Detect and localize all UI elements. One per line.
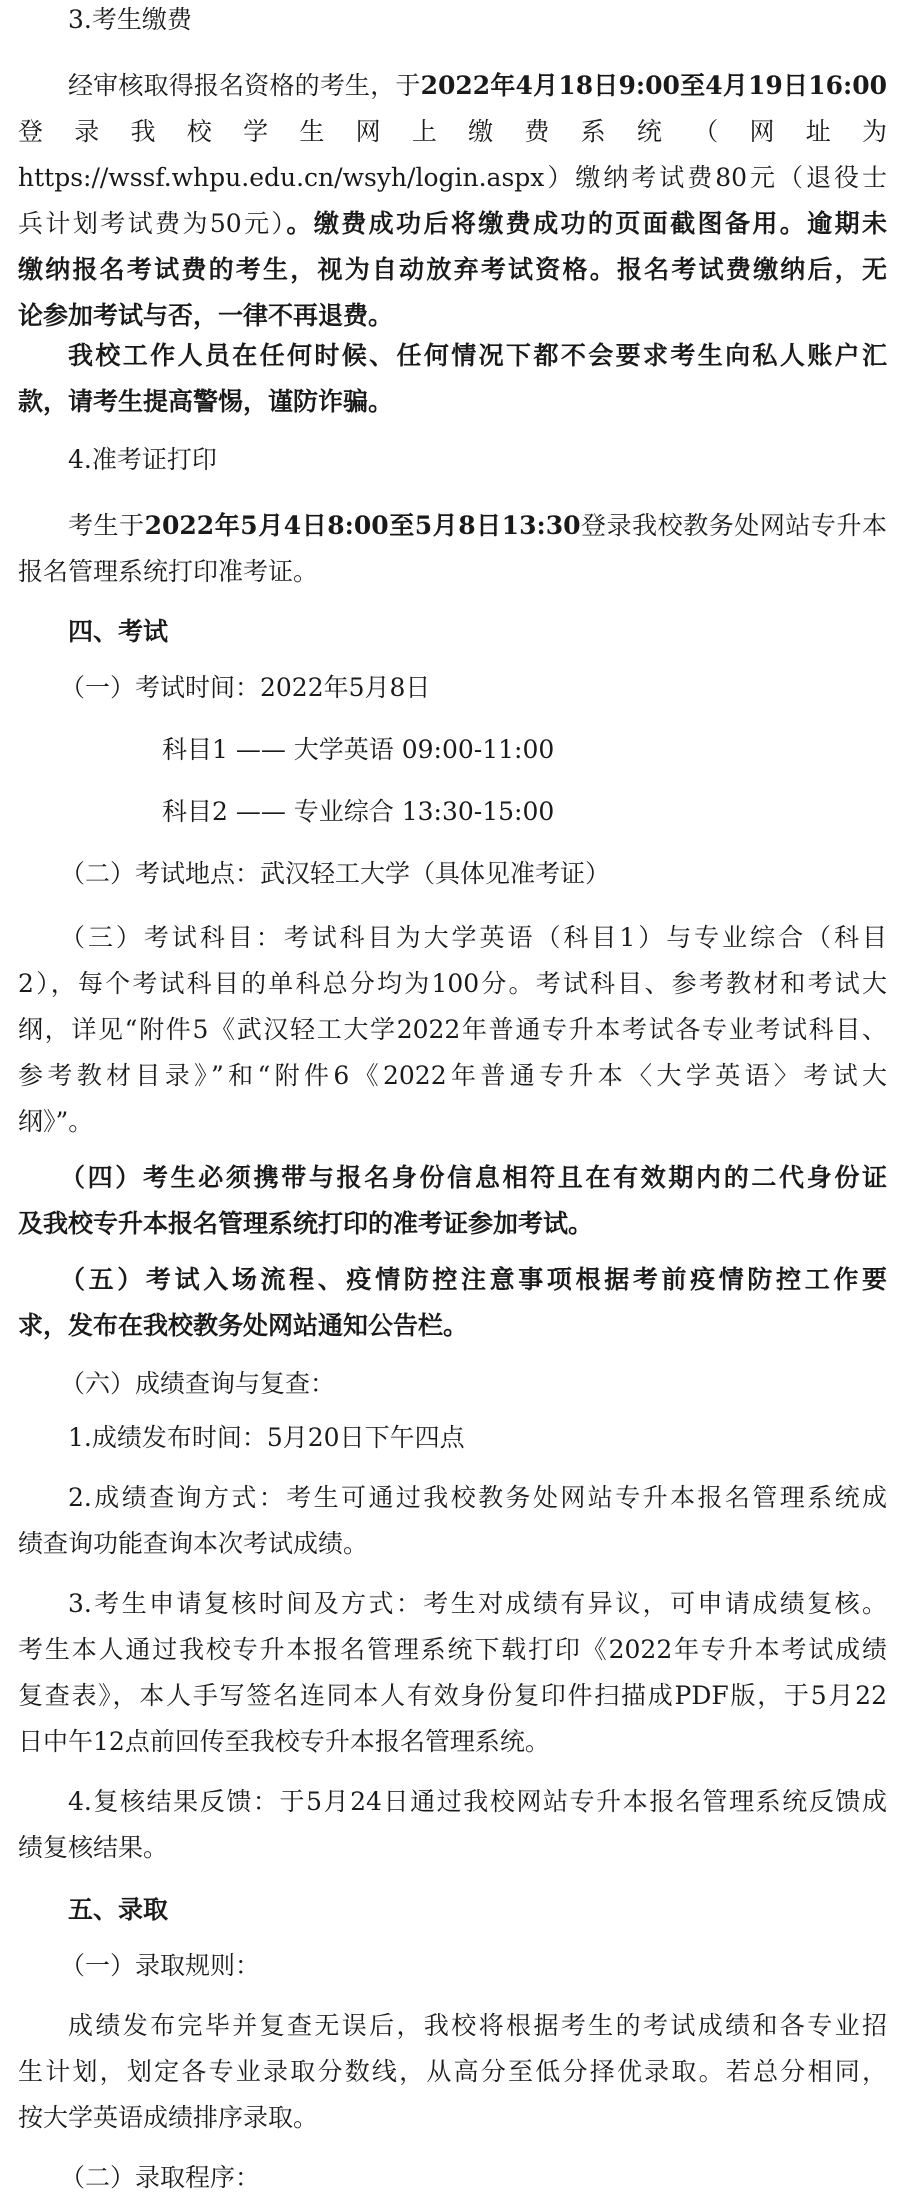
subsection-heading-procedure: （二）录取程序： [60,2163,261,2192]
section-heading-admission-ticket: 4.准考证打印 [68,445,217,474]
bold-text-run: 。缴费成功后将缴费成功的页面截图备用。逾期未 [286,209,887,238]
bold-text-run: 2022年4月18日9:00至4月19日16:00 [420,71,887,100]
paragraph-line: 3.考生申请复核时间及方式：考生对成绩有异议，可申请成绩复核。 [68,1589,887,1618]
exam-location: （二）考试地点：武汉轻工大学（具体见准考证） [60,859,611,888]
paragraph-line: 绩查询功能查询本次考试成绩。 [18,1529,369,1558]
paragraph-line: 2.成绩查询方式：考生可通过我校教务处网站专升本报名管理系统成 [68,1483,887,1512]
paragraph-line [68,508,887,544]
paragraph-line: 报名管理系统打印准考证。 [18,557,319,586]
paragraph-line: 4.复核结果反馈：于5月24日通过我校网站专升本报名管理系统反馈成 [68,1787,887,1816]
paragraph-line: 求，发布在我校教务处网站通知公告栏。 [18,1311,469,1340]
paragraph-line: 登 录 我 校 学 生 网 上 缴 费 系 统 （ 网 址 为 [18,117,887,146]
paragraph-line: 纲》”。 [18,1107,94,1136]
paragraph-line: 复查表》，本人手写签名连同本人有效身份复印件扫描成PDF版，于5月22 [18,1681,887,1710]
paragraph-line: （三）考试科目：考试科目为大学英语（科目1）与专业综合（科目 [60,923,887,952]
paragraph-line: 考生本人通过我校专升本报名管理系统下载打印《2022年专升本考试成绩 [18,1635,887,1664]
paragraph-line: （五）考试入场流程、疫情防控注意事项根据考前疫情防控工作要 [60,1265,887,1294]
section-heading-exam: 四、考试 [68,617,169,646]
paragraph-line: 绩复核结果。 [18,1833,169,1862]
paragraph-line: 缴纳报名考试费的考生，视为自动放弃考试资格。报名考试费缴纳后，无 [18,255,887,284]
paragraph-line: 生计划，划定各专业录取分数线，从高分至低分择优录取。若总分相同， [18,2057,887,2086]
text-run: 兵计划考试费为50元） [18,209,287,238]
subject-1: 科目1 —— 大学英语 09:00-11:00 [162,735,555,764]
bold-text-run: 2022年5月4日8:00至5月8日13:30 [144,511,581,540]
paragraph-line: 及我校专升本报名管理系统打印的准考证参加考试。 [18,1209,594,1238]
paragraph-line: 按大学英语成绩排序录取。 [18,2103,319,2132]
paragraph-line: 纲，详见“附件5《武汉轻工大学2022年普通专升本考试各专业考试科目、 [18,1015,887,1044]
paragraph-line: 成绩发布完毕并复查无误后，我校将根据考生的考试成绩和各专业招 [68,2011,887,2040]
text-run: 登录我校教务处网站专升本 [580,511,887,540]
subject-2: 科目2 —— 专业综合 13:30-15:00 [162,797,555,826]
paragraph-line: 论参加考试与否，一律不再退费。 [18,301,394,330]
section-heading-admission: 五、录取 [68,1895,169,1924]
paragraph-line: （四）考生必须携带与报名身份信息相符且在有效期内的二代身份证 [60,1163,887,1192]
subsection-heading-rules: （一）录取规则： [60,1951,261,1980]
paragraph-line [68,68,887,104]
paragraph-line [18,206,887,242]
paragraph-line: 日中午12点前回传至我校专升本报名管理系统。 [18,1727,550,1756]
paragraph-line: 1.成绩发布时间：5月20日下午四点 [68,1423,465,1452]
paragraph-line: https://wssf.whpu.edu.cn/wsyh/login.aspx）缴纳考试费80元（退役士 [18,163,887,192]
exam-time: （一）考试时间：2022年5月8日 [60,673,431,702]
section-heading-payment: 3.考生缴费 [68,5,192,34]
warning-line: 款，请考生提高警惕，谨防诈骗。 [18,387,394,416]
text-run: 经审核取得报名资格的考生，于 [68,71,421,100]
subsection-heading-scores: （六）成绩查询与复查： [60,1369,336,1398]
warning-line: 我校工作人员在任何时候、任何情况下都不会要求考生向私人账户汇 [68,341,887,370]
paragraph-line: 参考教材目录》”和“附件6《2022年普通专升本〈大学英语〉考试大 [18,1061,887,1090]
text-run: 考生于 [68,511,145,540]
paragraph-line: 2），每个考试科目的单科总分均为100分。考试科目、参考教材和考试大 [18,969,887,998]
